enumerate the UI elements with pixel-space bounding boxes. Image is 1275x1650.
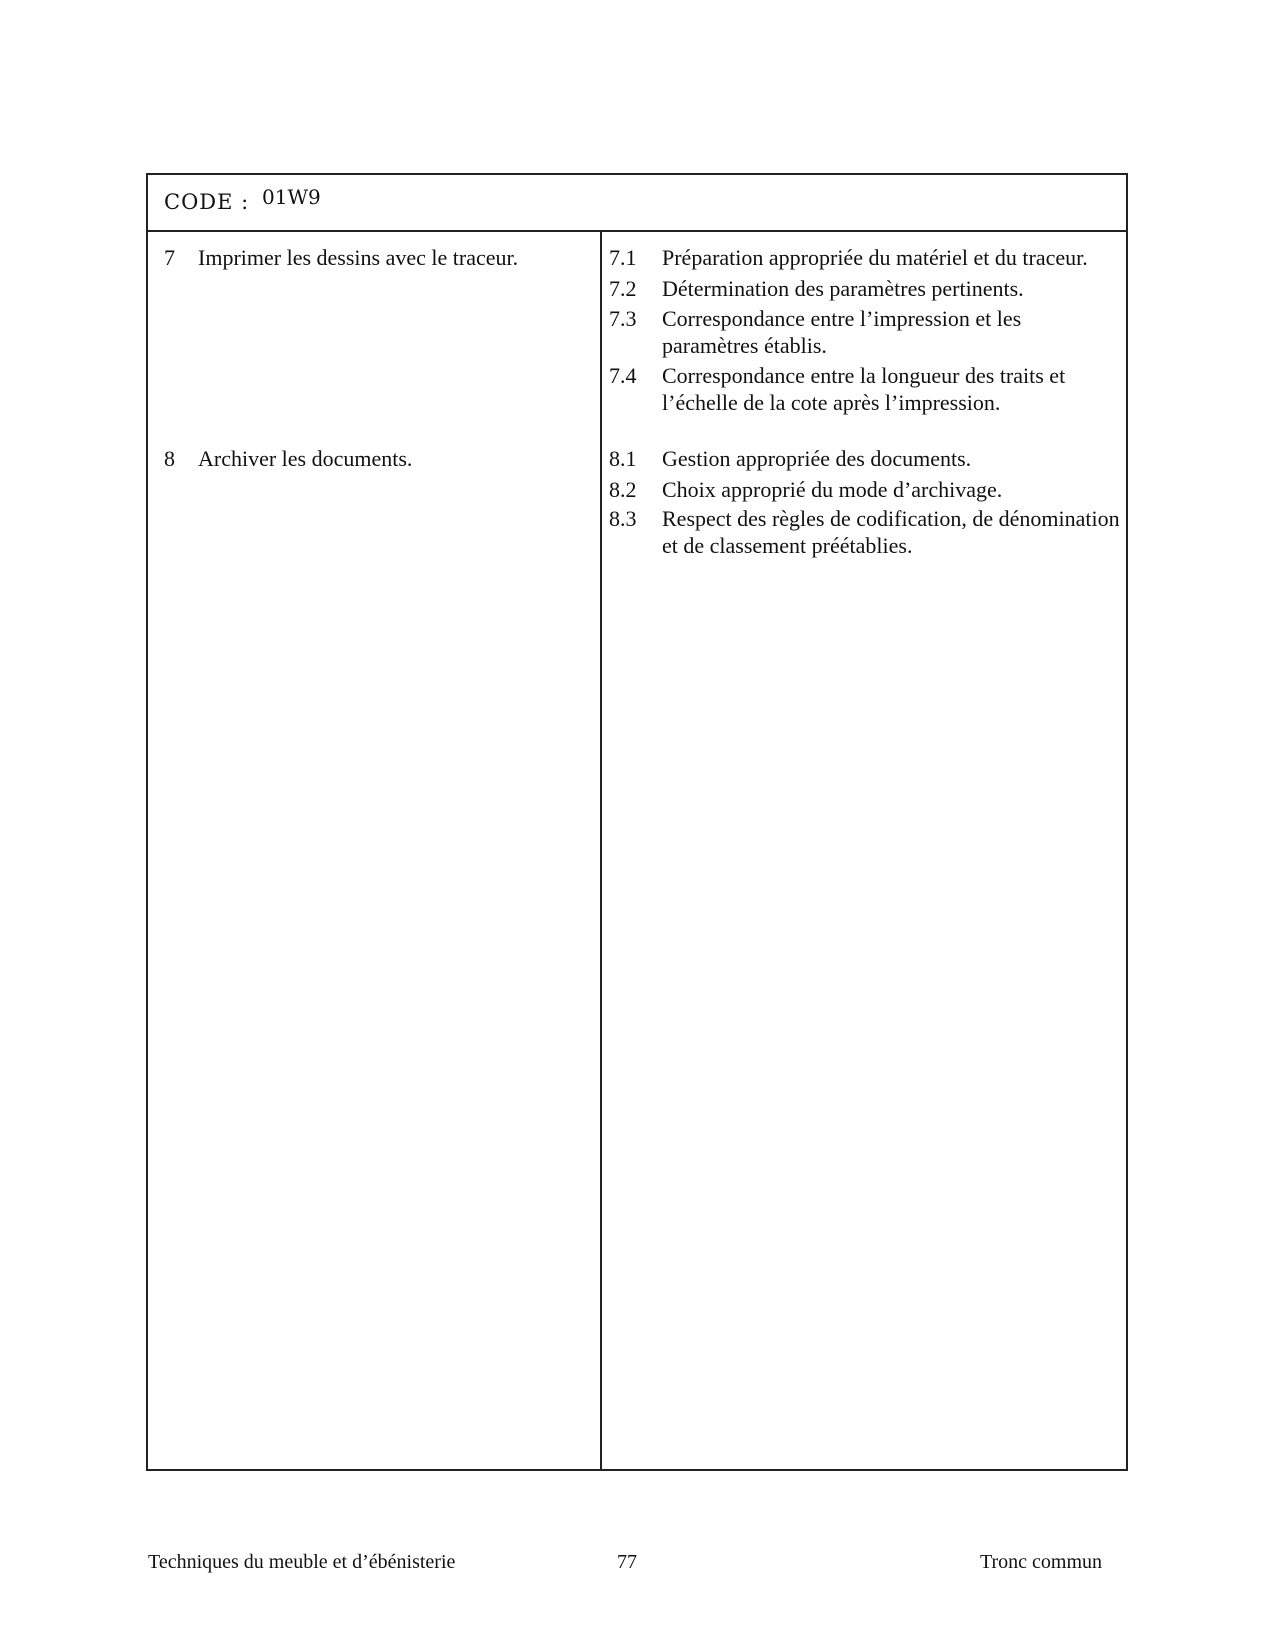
criterion-number: 7.1 [609,245,637,270]
criterion-number: 7.2 [609,276,637,301]
competency-item [164,445,412,472]
footer-section: Tronc commun [980,1551,1103,1573]
criterion-item [602,362,1122,416]
competency-text: Imprimer les dessins avec le traceur. [198,245,519,270]
criterion-number: 8.1 [609,446,637,471]
criterion-text: Choix approprié du mode d’archivage. [662,477,1003,502]
criterion-item [602,275,1122,302]
competency-text: Archiver les documents. [198,446,413,471]
competency-item [164,244,518,271]
code-value: 01W9 [262,185,321,209]
footer-program-name: Techniques du meuble et d’ébénisterie [148,1551,456,1573]
code-label: CODE : [164,190,250,214]
criterion-text: Correspondance entre l’impression et les paramètres établis. [662,306,1022,358]
criterion-number: 8.3 [609,506,637,531]
page-number: 77 [617,1551,637,1573]
column-divider [600,232,602,1469]
criterion-item [602,476,1122,503]
criterion-item [602,445,1122,472]
competency-table [146,173,1128,1471]
competency-number: 8 [164,446,175,471]
criterion-item [602,244,1122,271]
competency-number: 7 [164,245,175,270]
criterion-item [602,305,1122,359]
criterion-text: Gestion appropriée des documents. [662,446,972,471]
criterion-text: Préparation appropriée du matériel et du traceur. [662,245,1088,270]
criterion-text: Correspondance entre la longueur des traits et l’échelle de la cote après l’impression. [662,363,1066,415]
code-row [148,175,1126,232]
criterion-number: 8.2 [609,477,637,502]
criterion-text: Détermination des paramètres pertinents. [662,276,1024,301]
criterion-item [602,505,1122,559]
criterion-text: Respect des règles de codification, de dénomination et de classement préétablies. [662,506,1120,558]
criterion-number: 7.3 [609,306,637,331]
criterion-number: 7.4 [609,363,637,388]
